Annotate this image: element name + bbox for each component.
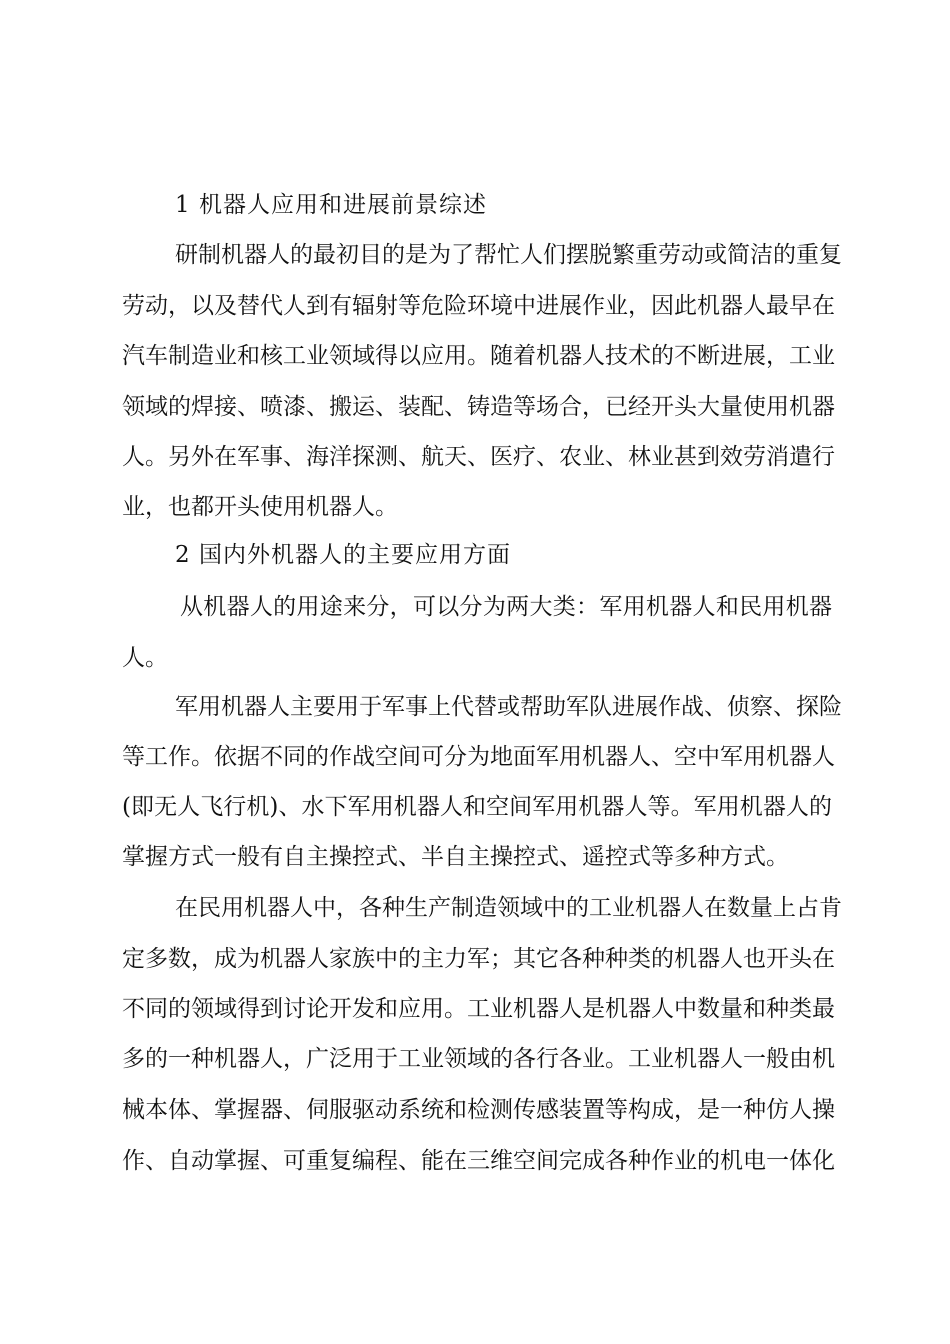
- paragraph-4-line-6: 作、自动掌握、可重复编程、能在三维空间完成各种作业的机电一体化: [122, 1148, 835, 1174]
- paragraph-1-line-3: 汽车制造业和核工业领域得以应用。随着机器人技术的不断进展，工业: [122, 343, 835, 369]
- paragraph-4-line-4: 多的一种机器人，广泛用于工业领域的各行各业。工业机器人一般由机: [122, 1046, 835, 1072]
- paragraph-3-line-4: 掌握方式一般有自主操控式、半自主操控式、遥控式等多种方式。: [122, 844, 789, 870]
- paragraph-1-line-5: 人。另外在军事、海洋探测、航天、医疗、农业、林业甚到效劳消遣行: [122, 444, 835, 470]
- paragraph-2-line-1: 从机器人的用途来分，可以分为两大类：军用机器人和民用机器: [180, 594, 832, 620]
- paragraph-1-line-4: 领域的焊接、喷漆、搬运、装配、铸造等场合，已经开头大量使用机器: [122, 394, 835, 420]
- paragraph-4-line-3: 不同的领域得到讨论开发和应用。工业机器人是机器人中数量和种类最: [122, 996, 835, 1022]
- section-heading-1: 1 机器人应用和进展前景综述: [175, 192, 487, 218]
- paragraph-1-line-6: 业，也都开头使用机器人。: [122, 494, 398, 520]
- paragraph-4-line-2: 定多数，成为机器人家族中的主力军；其它各种种类的机器人也开头在: [122, 946, 835, 972]
- paragraph-4-line-1: 在民用机器人中，各种生产制造领域中的工业机器人在数量上占肯: [175, 895, 842, 921]
- paragraph-3-line-2: 等工作。依据不同的作战空间可分为地面军用机器人、空中军用机器人: [122, 744, 835, 770]
- paragraph-1-line-2: 劳动，以及替代人到有辐射等危险环境中进展作业，因此机器人最早在: [122, 293, 835, 319]
- paragraph-4-line-5: 械本体、掌握器、伺服驱动系统和检测传感装置等构成，是一种仿人操: [122, 1097, 835, 1123]
- paragraph-1-line-1: 研制机器人的最初目的是为了帮忙人们摆脱繁重劳动或简洁的重复: [175, 242, 842, 268]
- paragraph-3-line-1: 军用机器人主要用于军事上代替或帮助军队进展作战、侦察、探险: [175, 694, 842, 720]
- section-heading-2: 2 国内外机器人的主要应用方面: [175, 542, 511, 568]
- paragraph-2-line-2: 人。: [122, 645, 168, 671]
- paragraph-3-line-3: (即无人飞行机)、水下军用机器人和空间军用机器人等。军用机器人的: [122, 794, 832, 820]
